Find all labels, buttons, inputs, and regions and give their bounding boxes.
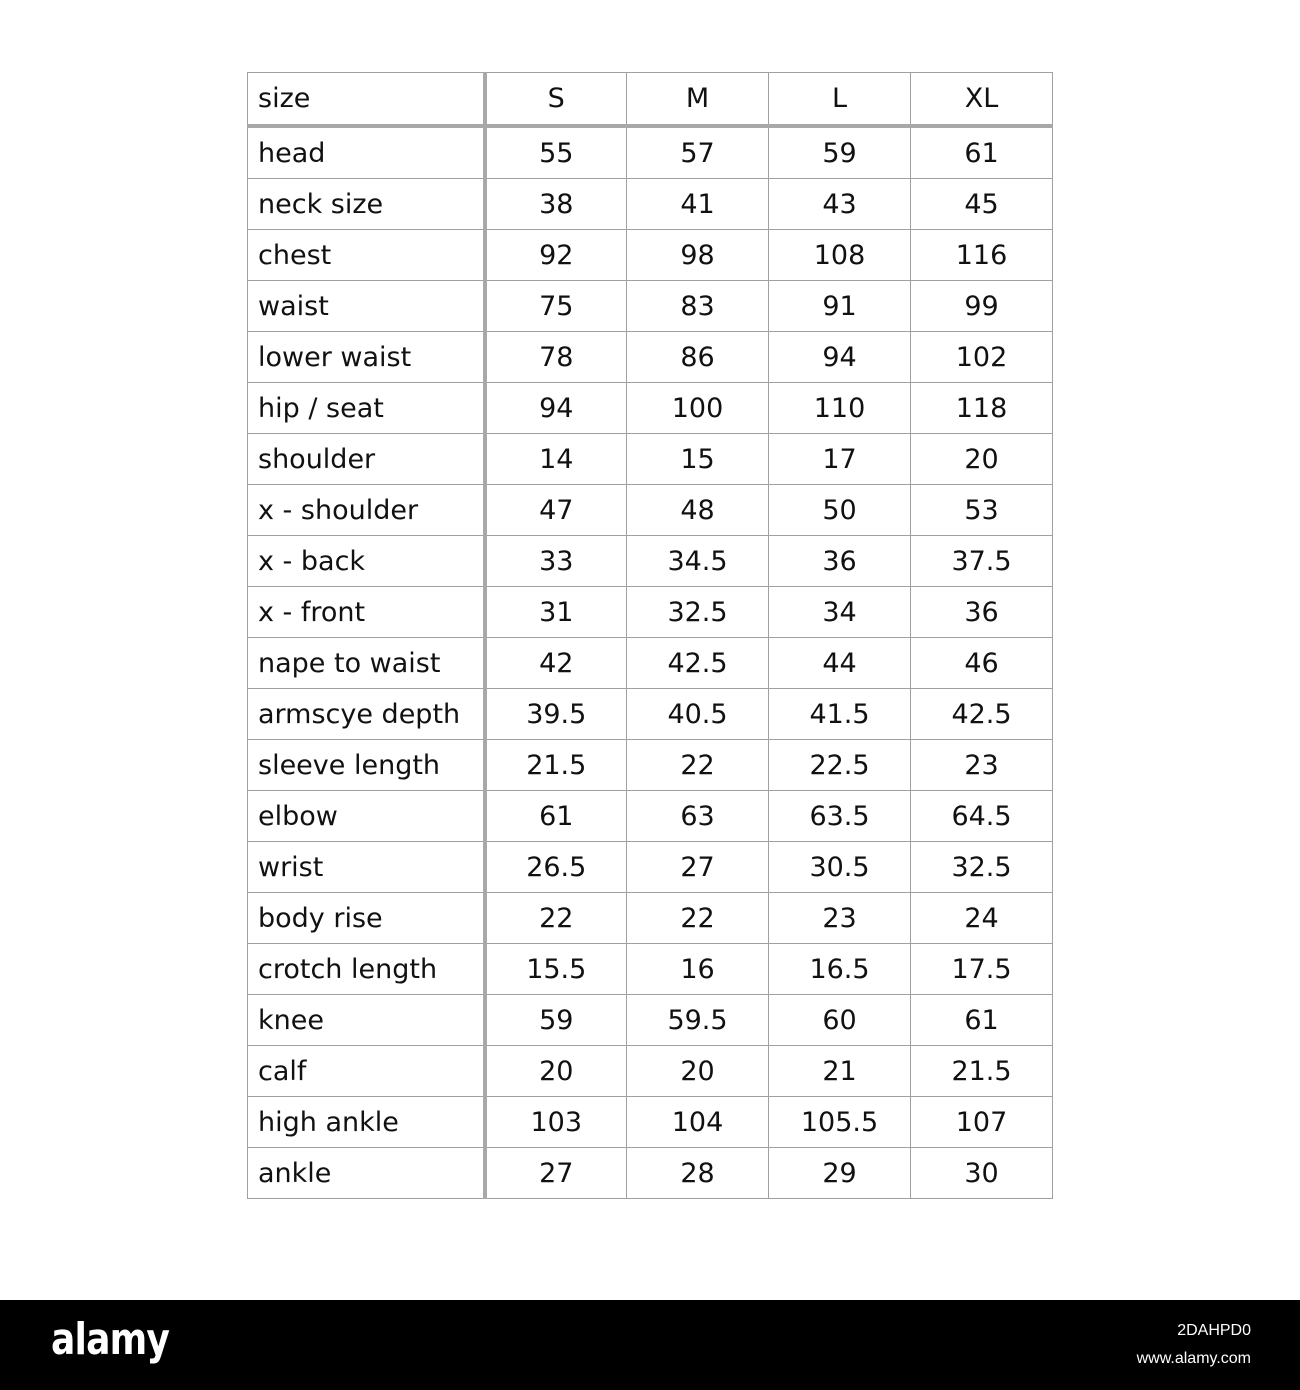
measurement-value: 27 xyxy=(485,1148,627,1199)
measurement-value: 15 xyxy=(627,434,769,485)
measurement-value: 83 xyxy=(627,281,769,332)
measurement-value: 116 xyxy=(911,230,1053,281)
measurement-label: body rise xyxy=(248,893,485,944)
header-cell-xl: XL xyxy=(911,73,1053,127)
size-chart-body xyxy=(248,126,1053,1199)
measurement-value: 98 xyxy=(627,230,769,281)
measurement-value: 36 xyxy=(769,536,911,587)
measurement-label: armscye depth xyxy=(248,689,485,740)
brand-logo: alamy xyxy=(51,1314,170,1365)
measurement-label: wrist xyxy=(248,842,485,893)
measurement-label: lower waist xyxy=(248,332,485,383)
measurement-label: elbow xyxy=(248,791,485,842)
measurement-label: head xyxy=(248,126,485,179)
measurement-value: 38 xyxy=(485,179,627,230)
measurement-value: 32.5 xyxy=(911,842,1053,893)
measurement-label: knee xyxy=(248,995,485,1046)
table-row xyxy=(248,536,1053,587)
measurement-value: 57 xyxy=(627,126,769,179)
measurement-value: 61 xyxy=(911,126,1053,179)
measurement-value: 17.5 xyxy=(911,944,1053,995)
table-row xyxy=(248,1046,1053,1097)
table-row xyxy=(248,995,1053,1046)
measurement-value: 60 xyxy=(769,995,911,1046)
measurement-value: 91 xyxy=(769,281,911,332)
measurement-label: nape to waist xyxy=(248,638,485,689)
measurement-value: 22.5 xyxy=(769,740,911,791)
measurement-value: 29 xyxy=(769,1148,911,1199)
measurement-label: waist xyxy=(248,281,485,332)
measurement-value: 63 xyxy=(627,791,769,842)
table-row xyxy=(248,791,1053,842)
measurement-value: 99 xyxy=(911,281,1053,332)
measurement-value: 41.5 xyxy=(769,689,911,740)
header-cell-l: L xyxy=(769,73,911,127)
measurement-value: 100 xyxy=(627,383,769,434)
measurement-value: 31 xyxy=(485,587,627,638)
table-row xyxy=(248,332,1053,383)
measurement-value: 50 xyxy=(769,485,911,536)
table-row xyxy=(248,842,1053,893)
measurement-value: 20 xyxy=(485,1046,627,1097)
table-row xyxy=(248,1097,1053,1148)
header-cell-size: size xyxy=(248,73,485,127)
measurement-value: 44 xyxy=(769,638,911,689)
table-row xyxy=(248,1148,1053,1199)
measurement-value: 20 xyxy=(911,434,1053,485)
measurement-value: 64.5 xyxy=(911,791,1053,842)
table-row xyxy=(248,434,1053,485)
table-row xyxy=(248,944,1053,995)
measurement-value: 33 xyxy=(485,536,627,587)
measurement-value: 32.5 xyxy=(627,587,769,638)
measurement-value: 75 xyxy=(485,281,627,332)
measurement-value: 94 xyxy=(769,332,911,383)
table-row xyxy=(248,587,1053,638)
measurement-value: 23 xyxy=(911,740,1053,791)
measurement-value: 24 xyxy=(911,893,1053,944)
table-row xyxy=(248,740,1053,791)
measurement-value: 37.5 xyxy=(911,536,1053,587)
measurement-value: 61 xyxy=(485,791,627,842)
measurement-value: 21 xyxy=(769,1046,911,1097)
measurement-value: 17 xyxy=(769,434,911,485)
measurement-value: 42.5 xyxy=(911,689,1053,740)
measurement-value: 86 xyxy=(627,332,769,383)
measurement-value: 59 xyxy=(769,126,911,179)
measurement-label: x - front xyxy=(248,587,485,638)
measurement-label: shoulder xyxy=(248,434,485,485)
measurement-value: 46 xyxy=(911,638,1053,689)
footer-bar xyxy=(0,1300,1300,1390)
measurement-value: 22 xyxy=(485,893,627,944)
measurement-value: 104 xyxy=(627,1097,769,1148)
measurement-label: sleeve length xyxy=(248,740,485,791)
measurement-value: 20 xyxy=(627,1046,769,1097)
measurement-value: 94 xyxy=(485,383,627,434)
table-row xyxy=(248,230,1053,281)
measurement-value: 48 xyxy=(627,485,769,536)
measurement-value: 21.5 xyxy=(911,1046,1053,1097)
measurement-value: 34 xyxy=(769,587,911,638)
measurement-label: x - shoulder xyxy=(248,485,485,536)
measurement-value: 92 xyxy=(485,230,627,281)
table-row xyxy=(248,281,1053,332)
table-row xyxy=(248,383,1053,434)
measurement-label: chest xyxy=(248,230,485,281)
measurement-value: 118 xyxy=(911,383,1053,434)
measurement-value: 40.5 xyxy=(627,689,769,740)
measurement-value: 105.5 xyxy=(769,1097,911,1148)
measurement-label: high ankle xyxy=(248,1097,485,1148)
measurement-label: neck size xyxy=(248,179,485,230)
measurement-value: 107 xyxy=(911,1097,1053,1148)
measurement-value: 34.5 xyxy=(627,536,769,587)
measurement-value: 27 xyxy=(627,842,769,893)
site-url-label: www.alamy.com xyxy=(1136,1350,1251,1367)
table-row xyxy=(248,689,1053,740)
measurement-value: 103 xyxy=(485,1097,627,1148)
measurement-value: 41 xyxy=(627,179,769,230)
table-row xyxy=(248,638,1053,689)
table-row xyxy=(248,126,1053,179)
measurement-value: 59 xyxy=(485,995,627,1046)
measurement-value: 45 xyxy=(911,179,1053,230)
measurement-value: 39.5 xyxy=(485,689,627,740)
measurement-value: 30 xyxy=(911,1148,1053,1199)
measurement-value: 78 xyxy=(485,332,627,383)
size-chart-table xyxy=(247,72,1053,1199)
measurement-value: 110 xyxy=(769,383,911,434)
measurement-value: 22 xyxy=(627,893,769,944)
measurement-value: 42.5 xyxy=(627,638,769,689)
measurement-value: 47 xyxy=(485,485,627,536)
header-cell-s: S xyxy=(485,73,627,127)
measurement-value: 63.5 xyxy=(769,791,911,842)
measurement-value: 23 xyxy=(769,893,911,944)
measurement-value: 22 xyxy=(627,740,769,791)
measurement-value: 102 xyxy=(911,332,1053,383)
table-row xyxy=(248,485,1053,536)
measurement-value: 21.5 xyxy=(485,740,627,791)
measurement-value: 59.5 xyxy=(627,995,769,1046)
table-row xyxy=(248,179,1053,230)
measurement-value: 42 xyxy=(485,638,627,689)
measurement-label: hip / seat xyxy=(248,383,485,434)
measurement-value: 43 xyxy=(769,179,911,230)
header-row xyxy=(248,73,1053,127)
measurement-value: 15.5 xyxy=(485,944,627,995)
measurement-value: 30.5 xyxy=(769,842,911,893)
measurement-value: 61 xyxy=(911,995,1053,1046)
measurement-value: 16 xyxy=(627,944,769,995)
measurement-label: calf xyxy=(248,1046,485,1097)
size-chart-header xyxy=(248,73,1053,127)
measurement-label: crotch length xyxy=(248,944,485,995)
measurement-label: ankle xyxy=(248,1148,485,1199)
measurement-value: 14 xyxy=(485,434,627,485)
measurement-value: 108 xyxy=(769,230,911,281)
measurement-value: 16.5 xyxy=(769,944,911,995)
image-id-label: 2DAHPD0 xyxy=(1177,1322,1251,1339)
measurement-value: 28 xyxy=(627,1148,769,1199)
measurement-value: 26.5 xyxy=(485,842,627,893)
measurement-value: 53 xyxy=(911,485,1053,536)
header-cell-m: M xyxy=(627,73,769,127)
measurement-value: 55 xyxy=(485,126,627,179)
measurement-label: x - back xyxy=(248,536,485,587)
table-row xyxy=(248,893,1053,944)
measurement-value: 36 xyxy=(911,587,1053,638)
